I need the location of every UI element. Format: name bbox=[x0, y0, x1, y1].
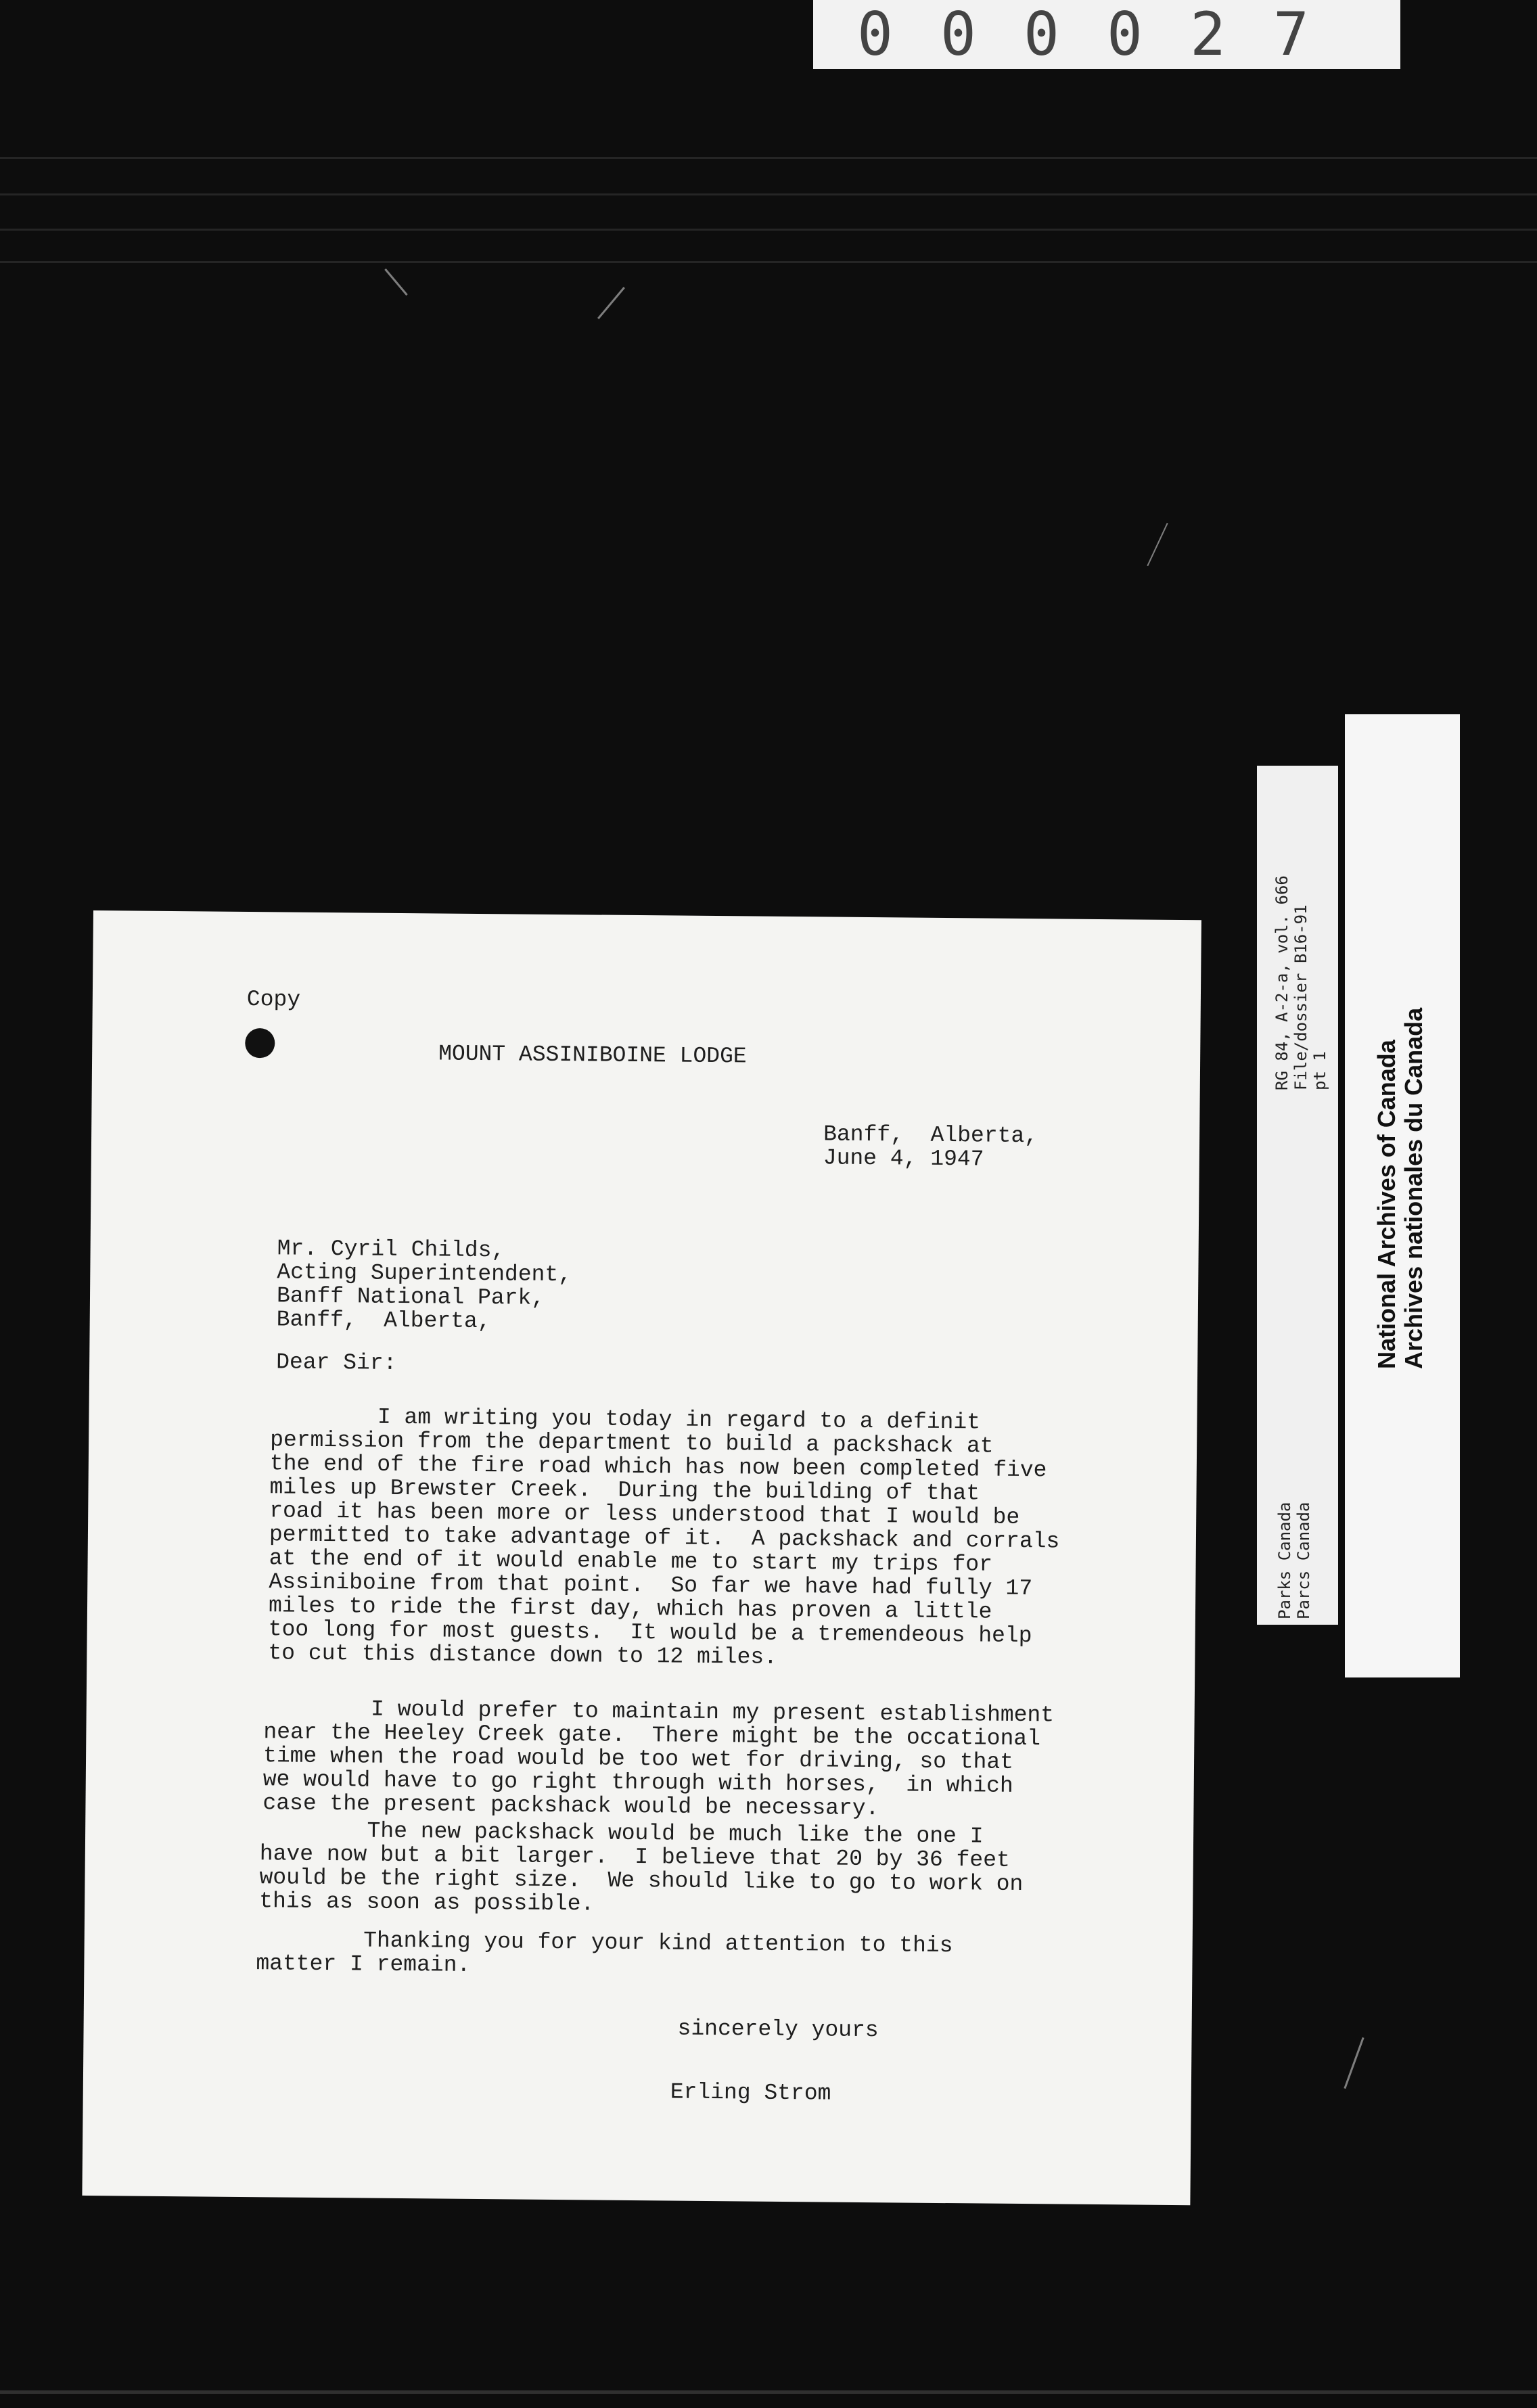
body-paragraph bbox=[256, 1928, 953, 1981]
body-line: too long for most guests. It would be a tremendeous help bbox=[268, 1617, 1032, 1649]
body-line: miles to ride the first day, which has proven a little bbox=[268, 1593, 992, 1625]
body-line: I would prefer to maintain my present establishment bbox=[263, 1696, 1055, 1728]
body-line: I am writing you today in regard to a definit bbox=[270, 1404, 981, 1435]
archive-name-line: National Archives of Canada bbox=[1373, 1040, 1400, 1369]
film-scratch bbox=[1344, 2037, 1364, 2089]
body-paragraph bbox=[268, 1404, 1061, 1671]
body-line: time when the road would be too wet for driving, so that bbox=[262, 1743, 1014, 1775]
body-line: The new packshack would be much like the one I bbox=[259, 1817, 984, 1849]
signature: Erling Strom bbox=[670, 2079, 831, 2106]
body-line: miles up Brewster Creek. During the building of that bbox=[269, 1475, 980, 1506]
body-line: would be the right size. We should like to go to work on bbox=[259, 1865, 1024, 1897]
recipient-line: Acting Superintendent, bbox=[277, 1259, 572, 1288]
body-line: road it has been more or less understood that I would be bbox=[269, 1498, 1020, 1530]
copy-mark: Copy bbox=[246, 986, 301, 1013]
archive-reference-label bbox=[1257, 766, 1338, 1625]
salutation: Dear Sir: bbox=[276, 1349, 397, 1376]
recipient-line: Banff National Park, bbox=[276, 1283, 545, 1311]
letterhead: MOUNT ASSINIBOINE LODGE bbox=[438, 1041, 747, 1069]
frame-number: 000027 bbox=[813, 0, 1400, 69]
recipient-line: Banff, Alberta, bbox=[276, 1307, 491, 1335]
body-line: near the Heeley Creek gate. There might be the occational bbox=[263, 1719, 1041, 1752]
closing: sincerely yours bbox=[677, 2016, 879, 2043]
ink-blot bbox=[245, 1028, 275, 1058]
agency-line: Parcs Canada bbox=[1294, 1502, 1313, 1619]
body-line: permitted to take advantage of it. A packshack and corrals bbox=[269, 1522, 1060, 1554]
letter-place: Banff, Alberta, bbox=[823, 1121, 1038, 1149]
body-line: Thanking you for your kind attention to this bbox=[256, 1927, 953, 1959]
body-line: to cut this distance down to 12 miles. bbox=[268, 1640, 778, 1670]
reference-line: pt 1 bbox=[1310, 1051, 1329, 1090]
scan-line bbox=[0, 261, 1537, 263]
recipient-address bbox=[277, 1236, 572, 1334]
letter-date: June 4, 1947 bbox=[823, 1145, 984, 1172]
film-scratch bbox=[1147, 523, 1168, 566]
reference-line: RG 84, A-2-a, vol. 666 bbox=[1272, 875, 1291, 1090]
body-line: the end of the fire road which has now been completed five bbox=[269, 1451, 1047, 1483]
reference-line: File/dossier B16-91 bbox=[1291, 904, 1310, 1090]
film-scratch bbox=[597, 287, 625, 319]
scan-line bbox=[0, 193, 1537, 195]
recipient-line: Mr. Cyril Childs, bbox=[277, 1236, 505, 1264]
letter-page bbox=[82, 910, 1201, 2205]
body-line: Assiniboine from that point. So far we have had fully 17 bbox=[269, 1569, 1033, 1602]
body-paragraph bbox=[259, 1818, 1024, 1920]
body-line: have now but a bit larger. I believe that 20 by 36 feet bbox=[259, 1841, 1010, 1873]
body-line: at the end of it would enable me to start my trips for bbox=[269, 1546, 993, 1577]
archive-name-line: Archives nationales du Canada bbox=[1400, 1007, 1427, 1369]
body-paragraph bbox=[262, 1696, 1054, 1822]
national-archives-label bbox=[1345, 714, 1460, 1677]
body-line: we would have to go right through with horses, in which bbox=[262, 1767, 1013, 1799]
agency-line: Parks Canada bbox=[1275, 1502, 1294, 1619]
scan-line bbox=[0, 2390, 1537, 2394]
body-line: case the present packshack would be necessary. bbox=[262, 1790, 879, 1822]
scan-line bbox=[0, 229, 1537, 231]
body-line: this as soon as possible. bbox=[259, 1889, 595, 1917]
body-line: matter I remain. bbox=[256, 1951, 471, 1978]
body-line: permission from the department to build a packshack at bbox=[270, 1427, 994, 1459]
film-scratch bbox=[384, 269, 407, 296]
scan-line bbox=[0, 157, 1537, 159]
